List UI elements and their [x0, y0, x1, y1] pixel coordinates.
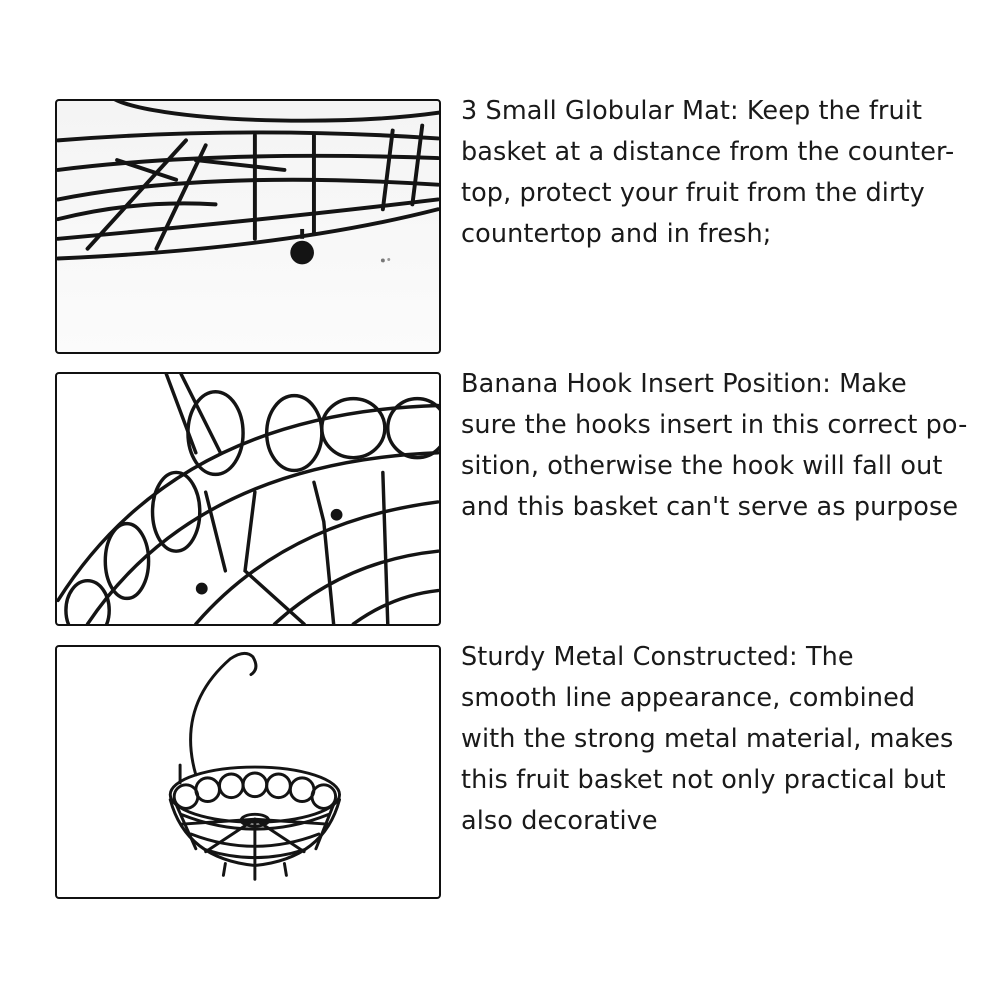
text-line: smooth line appearance, combined	[461, 683, 916, 713]
text-line: also decorative	[461, 806, 658, 836]
feature-text-mat	[461, 91, 961, 255]
text-line: with the strong metal material, makes	[461, 724, 954, 754]
text-line: 3 Small Globular Mat: Keep the fruit	[461, 96, 923, 126]
text-line: this fruit basket not only practical but	[461, 765, 946, 795]
feature-text-hook	[461, 364, 968, 528]
text-line: Banana Hook Insert Position: Make	[461, 369, 907, 399]
feature-text-metal	[461, 637, 961, 842]
text-line: sition, otherwise the hook will fall out	[461, 451, 943, 481]
basket-illustration	[57, 647, 439, 897]
text-line: and this basket can't serve as purpose	[461, 492, 959, 522]
photo-hook-insert-closeup	[55, 372, 441, 626]
photo-full-basket	[55, 645, 441, 899]
text-line: Sturdy Metal Constructed: The	[461, 642, 854, 672]
text-line: countertop and in fresh;	[461, 219, 772, 249]
basket-foot-illustration	[57, 101, 439, 352]
photo-mat-closeup	[55, 99, 441, 354]
hook-insert-illustration	[57, 374, 439, 624]
text-line: basket at a distance from the counter-	[461, 137, 955, 167]
text-line: top, protect your fruit from the dirty	[461, 178, 925, 208]
text-line: sure the hooks insert in this correct po-	[461, 410, 968, 440]
